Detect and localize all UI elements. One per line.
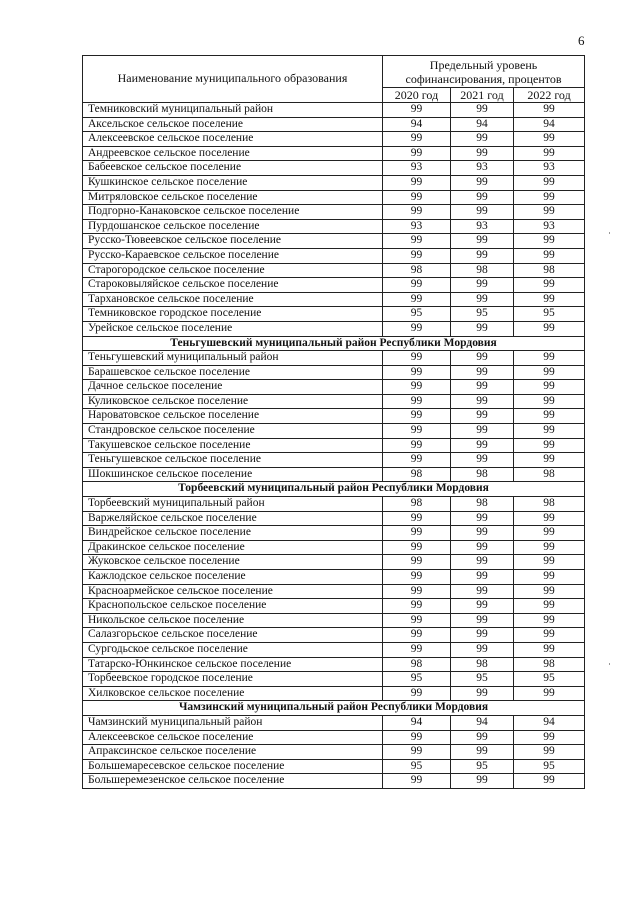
level-2020: 99 [383, 380, 451, 395]
level-2021: 94 [451, 117, 514, 132]
level-2020: 99 [383, 351, 451, 366]
level-2021: 99 [451, 774, 514, 789]
scan-mark [609, 232, 610, 234]
table-row [83, 570, 585, 585]
level-2021: 99 [451, 234, 514, 249]
level-2022: 99 [514, 321, 585, 336]
municipality-name: Дракинское сельское поселение [83, 540, 383, 555]
level-2021: 99 [451, 745, 514, 760]
level-2022: 98 [514, 467, 585, 482]
municipality-name: Стандровское сельское поселение [83, 424, 383, 439]
table-row [83, 599, 585, 614]
municipality-name: Русско-Караевское сельское поселение [83, 248, 383, 263]
municipality-name: Большемаресевское сельское поселение [83, 759, 383, 774]
level-2021: 99 [451, 642, 514, 657]
table-row [83, 263, 585, 278]
municipality-name: Бабеевское сельское поселение [83, 161, 383, 176]
level-2020: 99 [383, 745, 451, 760]
municipality-name: Митряловское сельское поселение [83, 190, 383, 205]
level-2021: 98 [451, 497, 514, 512]
municipality-name: Кажлодское сельское поселение [83, 570, 383, 585]
level-2022: 99 [514, 146, 585, 161]
table-row [83, 730, 585, 745]
table-row [83, 132, 585, 147]
table-row [83, 219, 585, 234]
section-row [83, 701, 585, 716]
level-2022: 99 [514, 555, 585, 570]
level-2020: 99 [383, 234, 451, 249]
level-2022: 99 [514, 278, 585, 293]
level-2020: 99 [383, 730, 451, 745]
municipality-name: Нароватовское сельское поселение [83, 409, 383, 424]
level-2022: 99 [514, 248, 585, 263]
level-2022: 99 [514, 570, 585, 585]
level-2020: 99 [383, 774, 451, 789]
table-row [83, 657, 585, 672]
table-row [83, 424, 585, 439]
level-2020: 99 [383, 424, 451, 439]
table-row [83, 365, 585, 380]
level-2020: 99 [383, 103, 451, 118]
level-2020: 99 [383, 642, 451, 657]
level-2022: 99 [514, 292, 585, 307]
level-2020: 99 [383, 438, 451, 453]
table-row [83, 453, 585, 468]
level-2021: 99 [451, 613, 514, 628]
municipality-name: Тархановское сельское поселение [83, 292, 383, 307]
level-2022: 99 [514, 234, 585, 249]
table-row [83, 292, 585, 307]
table-row [83, 540, 585, 555]
municipality-name: Подгорно-Канаковское сельское поселение [83, 205, 383, 220]
table-row [83, 307, 585, 322]
table-row [83, 234, 585, 249]
municipality-name: Хилковское сельское поселение [83, 686, 383, 701]
level-2021: 99 [451, 540, 514, 555]
cofinancing-table [82, 55, 585, 789]
level-2022: 94 [514, 117, 585, 132]
level-2020: 93 [383, 161, 451, 176]
municipality-name: Никольское сельское поселение [83, 613, 383, 628]
level-2021: 94 [451, 715, 514, 730]
level-2020: 99 [383, 292, 451, 307]
level-2022: 99 [514, 613, 585, 628]
level-2021: 99 [451, 686, 514, 701]
municipality-name: Кушкинское сельское поселение [83, 175, 383, 190]
level-2021: 99 [451, 599, 514, 614]
level-2022: 93 [514, 161, 585, 176]
level-2021: 99 [451, 365, 514, 380]
level-2021: 98 [451, 263, 514, 278]
level-2022: 98 [514, 497, 585, 512]
level-2020: 99 [383, 584, 451, 599]
level-2021: 99 [451, 292, 514, 307]
level-2020: 93 [383, 219, 451, 234]
level-2020: 99 [383, 628, 451, 643]
level-2022: 93 [514, 219, 585, 234]
table-row [83, 146, 585, 161]
level-2022: 99 [514, 599, 585, 614]
table-row [83, 555, 585, 570]
level-2021: 99 [451, 730, 514, 745]
table-row [83, 161, 585, 176]
table-row [83, 117, 585, 132]
level-2020: 99 [383, 175, 451, 190]
level-2022: 99 [514, 686, 585, 701]
section-title: Чамзинский муниципальный район Республики Мордовия [83, 701, 585, 716]
level-2021: 99 [451, 628, 514, 643]
level-2022: 99 [514, 205, 585, 220]
year-2022-header: 2022 год [514, 88, 585, 103]
level-2022: 95 [514, 672, 585, 687]
level-2022: 99 [514, 745, 585, 760]
level-2020: 98 [383, 497, 451, 512]
level-2022: 99 [514, 380, 585, 395]
level-2020: 99 [383, 248, 451, 263]
level-2021: 99 [451, 248, 514, 263]
municipality-name: Теньгушевский муниципальный район [83, 351, 383, 366]
level-2020: 94 [383, 117, 451, 132]
level-2021: 93 [451, 219, 514, 234]
municipality-name: Салазгорьское сельское поселение [83, 628, 383, 643]
municipality-name: Красноармейское сельское поселение [83, 584, 383, 599]
table-row [83, 175, 585, 190]
table-row [83, 351, 585, 366]
table-row [83, 628, 585, 643]
cofinancing-level-header: Предельный уровень софинансирования, процентов [383, 56, 585, 88]
level-2022: 99 [514, 730, 585, 745]
level-2022: 99 [514, 103, 585, 118]
table-row [83, 584, 585, 599]
municipality-name: Алексеевское сельское поселение [83, 730, 383, 745]
level-2020: 98 [383, 467, 451, 482]
municipality-name: Староковыляйское сельское поселение [83, 278, 383, 293]
level-2022: 99 [514, 351, 585, 366]
table-row [83, 672, 585, 687]
table-row [83, 642, 585, 657]
municipality-name: Татарско-Юнкинское сельское поселение [83, 657, 383, 672]
level-2020: 99 [383, 570, 451, 585]
level-2021: 99 [451, 555, 514, 570]
level-2022: 99 [514, 365, 585, 380]
level-2020: 99 [383, 205, 451, 220]
level-2020: 94 [383, 715, 451, 730]
scan-mark [609, 663, 610, 665]
year-2020-header: 2020 год [383, 88, 451, 103]
municipality-name: Сургодьское сельское поселение [83, 642, 383, 657]
level-2021: 99 [451, 132, 514, 147]
table-row [83, 103, 585, 118]
level-2020: 98 [383, 657, 451, 672]
level-2022: 99 [514, 409, 585, 424]
table-row [83, 205, 585, 220]
municipality-name: Варжеляйское сельское поселение [83, 511, 383, 526]
level-2022: 99 [514, 584, 585, 599]
page-number: 6 [578, 33, 585, 48]
municipality-name: Аксельское сельское поселение [83, 117, 383, 132]
level-2022: 99 [514, 424, 585, 439]
level-2020: 99 [383, 540, 451, 555]
municipality-name: Дачное сельское поселение [83, 380, 383, 395]
table-row [83, 613, 585, 628]
table-row [83, 759, 585, 774]
section-row [83, 336, 585, 351]
table-row [83, 497, 585, 512]
municipality-name: Виндрейское сельское поселение [83, 526, 383, 541]
level-2020: 99 [383, 394, 451, 409]
level-2021: 98 [451, 467, 514, 482]
table-row [83, 745, 585, 760]
table-row [83, 774, 585, 789]
municipality-name: Торбеевское городское поселение [83, 672, 383, 687]
level-2021: 95 [451, 672, 514, 687]
level-2020: 95 [383, 759, 451, 774]
level-2020: 99 [383, 409, 451, 424]
level-2021: 95 [451, 307, 514, 322]
level-2022: 99 [514, 453, 585, 468]
municipality-name: Андреевское сельское поселение [83, 146, 383, 161]
municipality-name: Шокшинское сельское поселение [83, 467, 383, 482]
level-2022: 95 [514, 307, 585, 322]
municipality-name: Барашевское сельское поселение [83, 365, 383, 380]
level-2021: 99 [451, 526, 514, 541]
level-2021: 99 [451, 380, 514, 395]
table-row [83, 321, 585, 336]
level-2022: 94 [514, 715, 585, 730]
level-2021: 99 [451, 205, 514, 220]
level-2020: 99 [383, 613, 451, 628]
municipality-name: Большеремезенское сельское поселение [83, 774, 383, 789]
level-2020: 99 [383, 599, 451, 614]
table-row [83, 409, 585, 424]
level-2021: 99 [451, 190, 514, 205]
level-2021: 99 [451, 409, 514, 424]
level-2022: 99 [514, 438, 585, 453]
level-2021: 99 [451, 570, 514, 585]
level-2021: 99 [451, 351, 514, 366]
municipality-name: Русско-Тювеевское сельское поселение [83, 234, 383, 249]
level-2021: 93 [451, 161, 514, 176]
level-2022: 99 [514, 642, 585, 657]
municipality-name: Торбеевский муниципальный район [83, 497, 383, 512]
section-title: Торбеевский муниципальный район Республики Мордовия [83, 482, 585, 497]
table-row [83, 438, 585, 453]
level-2021: 99 [451, 438, 514, 453]
table-body [83, 103, 585, 789]
level-2021: 99 [451, 175, 514, 190]
level-2022: 99 [514, 511, 585, 526]
table-row [83, 511, 585, 526]
level-2020: 99 [383, 146, 451, 161]
table-row [83, 278, 585, 293]
level-2022: 99 [514, 132, 585, 147]
municipality-name: Урейское сельское поселение [83, 321, 383, 336]
level-2020: 98 [383, 263, 451, 278]
table-row [83, 715, 585, 730]
level-2022: 98 [514, 657, 585, 672]
level-2020: 99 [383, 511, 451, 526]
level-2021: 99 [451, 321, 514, 336]
table-header [83, 56, 585, 103]
level-2021: 99 [451, 511, 514, 526]
level-2022: 99 [514, 526, 585, 541]
municipality-name: Куликовское сельское поселение [83, 394, 383, 409]
table-row [83, 467, 585, 482]
year-2021-header: 2021 год [451, 88, 514, 103]
level-2020: 95 [383, 672, 451, 687]
level-2020: 99 [383, 526, 451, 541]
level-2022: 99 [514, 540, 585, 555]
level-2021: 99 [451, 394, 514, 409]
level-2020: 99 [383, 190, 451, 205]
level-2022: 95 [514, 759, 585, 774]
municipality-name: Апраксинское сельское поселение [83, 745, 383, 760]
table-row [83, 394, 585, 409]
level-2020: 99 [383, 132, 451, 147]
table-row [83, 380, 585, 395]
table-row [83, 248, 585, 263]
level-2022: 99 [514, 190, 585, 205]
level-2021: 99 [451, 278, 514, 293]
municipality-name: Старогородское сельское поселение [83, 263, 383, 278]
level-2020: 99 [383, 365, 451, 380]
level-2020: 99 [383, 686, 451, 701]
level-2022: 99 [514, 175, 585, 190]
municipality-name: Теньгушевское сельское поселение [83, 453, 383, 468]
level-2021: 99 [451, 584, 514, 599]
level-2021: 95 [451, 759, 514, 774]
level-2021: 99 [451, 424, 514, 439]
municipality-name: Краснопольское сельское поселение [83, 599, 383, 614]
municipality-name: Чамзинский муниципальный район [83, 715, 383, 730]
table-row [83, 526, 585, 541]
level-2022: 98 [514, 263, 585, 278]
level-2020: 99 [383, 278, 451, 293]
level-2021: 99 [451, 146, 514, 161]
level-2021: 98 [451, 657, 514, 672]
municipality-name: Темниковский муниципальный район [83, 103, 383, 118]
section-title: Теньгушевский муниципальный район Республики Мордовия [83, 336, 585, 351]
section-row [83, 482, 585, 497]
level-2020: 99 [383, 555, 451, 570]
level-2020: 99 [383, 321, 451, 336]
level-2022: 99 [514, 774, 585, 789]
municipality-name: Жуковское сельское поселение [83, 555, 383, 570]
municipality-name-header: Наименование муниципального образования [83, 56, 383, 103]
level-2021: 99 [451, 103, 514, 118]
level-2021: 99 [451, 453, 514, 468]
level-2022: 99 [514, 628, 585, 643]
municipality-name: Темниковское городское поселение [83, 307, 383, 322]
level-2020: 99 [383, 453, 451, 468]
municipality-name: Такушевское сельское поселение [83, 438, 383, 453]
level-2022: 99 [514, 394, 585, 409]
level-2020: 95 [383, 307, 451, 322]
table-row [83, 190, 585, 205]
municipality-name: Алексеевское сельское поселение [83, 132, 383, 147]
table-row [83, 686, 585, 701]
municipality-name: Пурдошанское сельское поселение [83, 219, 383, 234]
